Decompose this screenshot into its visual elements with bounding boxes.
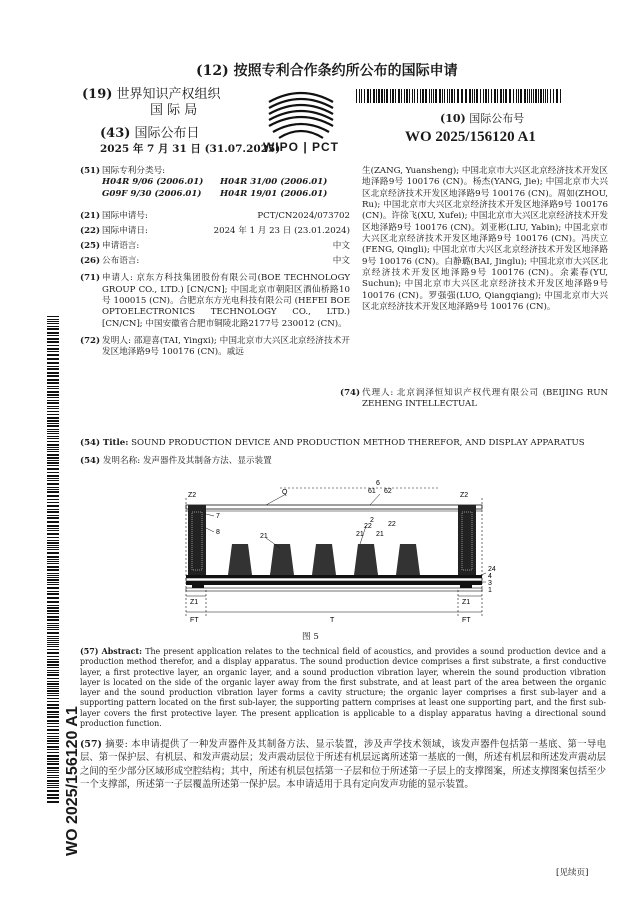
figure-5 <box>170 478 500 628</box>
fig-label: Z1 <box>190 599 199 606</box>
fig-label: 2 <box>370 517 374 524</box>
fig-label: 6 <box>376 480 380 487</box>
field-26: (26) 公布语言: 中文 <box>80 256 350 267</box>
bib-right-column: 生(ZANG, Yuansheng); 中国北京市大兴区北京经济技术开发区地泽路9号 100176 (CN)。杨杰(YANG, Jie); 中国北京市大兴区北京经济技术开发区地泽路9号 100176 (CN)。周如(ZHOU, Ru); 中国北京市大兴区北京经济技术开发区地泽路9号 100176 (CN)。许徐飞(XU, Xufei); 中国北京市大兴区北京经济技术开发区地泽路9号 100176 (CN)。刘亚彬(LIU, Yabin); 中国北京市大兴区北京经济技术开发区地泽路9号 100176 (CN)。冯庆立(FENG, Qingli); 中国北京市大兴区北京经济技术开发区地泽路9号 100176 (CN)。白静璐(BAI, Jinglu); 中国北京市大兴区北京经济技术开发区地泽路9号 100176 (CN)。余素春(YU, Suchun); 中国北京市大兴区北京经济技术开发区地泽路9号 100176 (CN)。罗强强(LUO, Qiangqiang); 中国北京市大兴区北京经济技术开发区地泽路9号 100176 (CN)。 <box>362 166 608 313</box>
field-71: (71) 申请人: 京东方科技集团股份有限公司(BOE TECHNOLOGY GROUP CO., LTD.) [CN/CN]; 中国北京市朝阳区酒仙桥路10号 100015 (CN)。合肥京东方光电科技有限公司 (HEFEI BOE OPTOELECTRONICS TECHNOLOGY CO., LTD.) [CN/CN]; 中国安徽省合肥市铜陵北路2177号 230012 (CN)。 <box>80 273 350 329</box>
field-72: (72) 发明人: 邵迎喜(TAI, Yingxi); 中国北京市大兴区北京经济技术开发区地泽路9号 100176 (CN)。戚远 <box>80 336 350 358</box>
fig-label: 24 <box>488 566 496 573</box>
abstract-en: (57) Abstract: The present application relates to the technical field of acoustics, and provides a sound production device and a production method therefor, and a display apparatus. The sound production device comprises a first substrate, a first conductive layer, a first protective layer, an organic layer, and a sound production vibration layer, wherein the sound production vibration layer is located on the side of the organic layer away from the first substrate, and at least part of the area between the organic layer and the sound production vibration layer forms a cavity structure; the organic layer comprises a first sub-layer and a supporting pattern located on the first sub-layer, the supporting pattern comprises at least one supporting part, and the first sub-layer covers the first protective layer. The present application is applicable to a display apparatus having a directional sound production function. <box>80 647 606 728</box>
ipc-code: H04R 9/06 (2006.01) <box>102 177 204 188</box>
ipc-code: G09F 9/30 (2006.01) <box>102 189 202 200</box>
document-title: (12) 按照专利合作条约所公布的国际申请 <box>196 63 458 79</box>
figure-caption: 图 5 <box>302 632 319 642</box>
fig-label: 22 <box>388 521 396 528</box>
wipo-emblem-icon <box>259 88 343 142</box>
pubno-label: (10) 国际公布号 <box>440 112 525 125</box>
fig-label: 21 <box>376 531 384 538</box>
fig-label: 4 <box>488 573 492 580</box>
fig-label: Z2 <box>188 492 197 499</box>
pubdate-label: (43) 国际公布日 <box>100 126 200 141</box>
field-21: (21) 国际申请号: PCT/CN2024/073702 <box>80 211 350 222</box>
fig-label: 22 <box>364 523 372 530</box>
ipc-code: H04R 31/00 (2006.01) <box>220 177 328 188</box>
fig-label: 61 <box>368 488 376 495</box>
field-51: (51) 国际专利分类号: <box>80 166 166 176</box>
fig-label: T <box>330 617 335 624</box>
fig-label: Q <box>282 489 288 496</box>
fig-label: 21 <box>260 533 268 540</box>
fig-label: 7 <box>216 513 220 520</box>
ipc-list <box>80 177 350 211</box>
wipo-logo <box>259 88 343 156</box>
fig-label: 1 <box>488 587 492 594</box>
fig-label: 8 <box>216 529 220 536</box>
pubdate-value: 2025 年 7 月 31 日 (31.07.2025) <box>100 143 281 155</box>
side-publication-number: WO 2025/156120 A1 <box>64 706 81 856</box>
fig-label: FT <box>190 617 199 624</box>
abstract-zh: (57) 摘要: 本申请提供了一种发声器件及其制备方法、显示装置，涉及声学技术领域，该发声器件包括第一基底、第一导电层、第一保护层、有机层、和发声震动层；发声震动层位于所述有机层远离所述第一基底的一侧，所述有机层和所述发声震动层之间的至少部分区域形成空腔结构；其中，所述有机层包括第一子层和位于所述第一子层上的支撑图案，所述支撑图案包括至少一个支撑部，所述第一子层覆盖所述第一保护层。本申请适用于具有定向发声功能的显示装置。 <box>80 739 606 791</box>
pubno-value: WO 2025/156120 A1 <box>405 129 536 145</box>
continued-note: [见续页] <box>556 868 589 878</box>
wipo-pct-text: WIPO | PCT <box>262 140 340 154</box>
fig-label: Z2 <box>460 492 469 499</box>
fig-label: 62 <box>384 488 392 495</box>
bib-left-column <box>80 166 350 359</box>
top-barcode-icon <box>356 89 564 103</box>
ipc-code: H04R 19/01 (2006.01) <box>220 189 328 200</box>
title-zh: (54) 发明名称: 发声器件及其制备方法、显示装置 <box>80 456 272 466</box>
fig-label: FT <box>462 617 471 624</box>
org-name: (19) 世界知识产权组织 <box>82 87 221 102</box>
fig-label: Z1 <box>462 599 471 606</box>
fig-label: 3 <box>488 580 492 587</box>
field-25: (25) 申请语言: 中文 <box>80 241 350 252</box>
org-bureau: 国 际 局 <box>150 103 198 118</box>
field-74: (74) 代理人: 北京润泽恒知识产权代理有限公司 (BEIJING RUN ZEHENG INTELLECTUAL <box>340 388 608 410</box>
field-22: (22) 国际申请日: 2024 年 1 月 23 日 (23.01.2024) <box>80 226 350 237</box>
title-en: (54) Title: SOUND PRODUCTION DEVICE AND PRODUCTION METHOD THEREFOR, AND DISPLAY APPARATUS <box>80 438 585 448</box>
fig-label: 21 <box>356 531 364 538</box>
device-cross-section-icon <box>170 478 500 628</box>
